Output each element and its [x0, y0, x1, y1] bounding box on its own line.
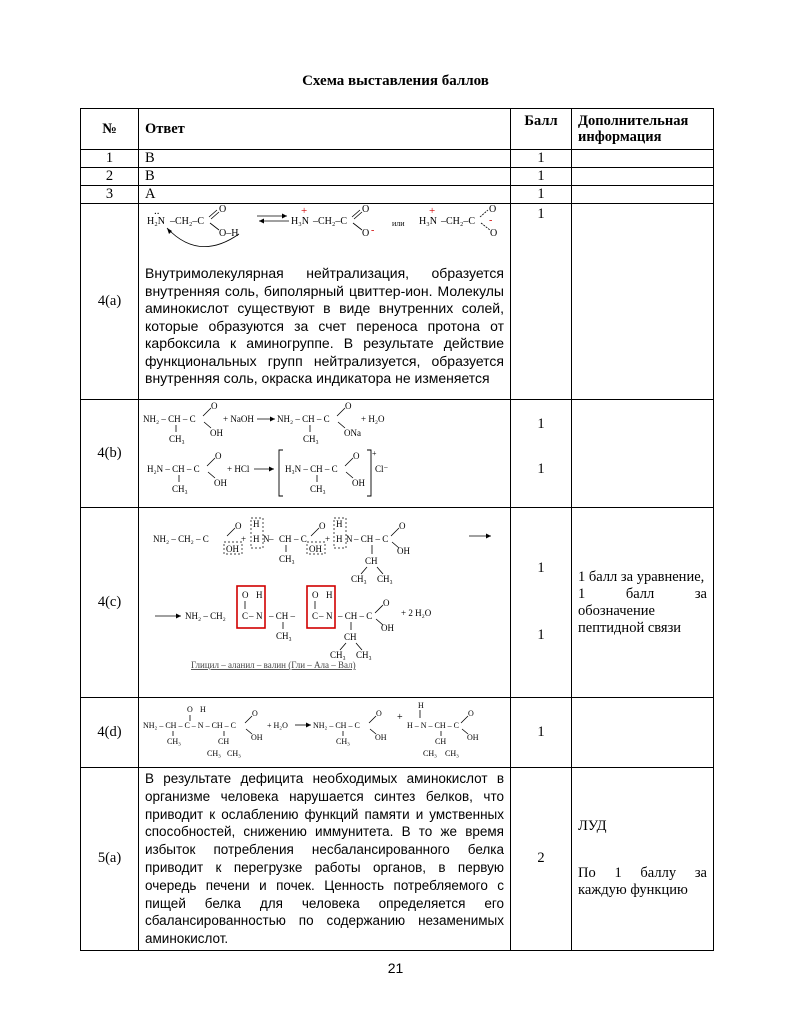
header-score: Балл: [511, 109, 572, 150]
svg-text:OH: OH: [381, 623, 394, 633]
svg-text:OH: OH: [397, 546, 410, 556]
svg-text:O: O: [399, 521, 406, 531]
svg-text:O: O: [312, 590, 319, 600]
page-number: 21: [387, 960, 404, 976]
svg-text:H₂N: H₂N: [147, 216, 165, 227]
svg-text:O: O: [319, 521, 326, 531]
alanine-reactions-formula: [139, 400, 509, 502]
header-num: №: [81, 109, 139, 150]
svg-text:O: O: [215, 451, 222, 461]
svg-text:C: C: [242, 611, 249, 621]
svg-text:NH₂ – CH – C: NH₂ – CH – C: [313, 721, 360, 730]
row-num: 4(а): [81, 204, 139, 400]
svg-text:H: H: [200, 705, 206, 714]
svg-text:H₂N – CH – C: H₂N – CH – C: [147, 464, 200, 474]
row-info: [572, 400, 714, 508]
svg-text:CH: CH: [435, 737, 447, 746]
row-answer: [139, 768, 511, 951]
row-num: 2: [81, 168, 139, 186]
row-num: 5(а): [81, 768, 139, 951]
svg-text:CH₃: CH₃: [167, 737, 181, 746]
svg-text:CH₃: CH₃: [423, 749, 437, 758]
scoring-table: [80, 108, 714, 951]
svg-text:H: H: [326, 590, 333, 600]
row-score: 1: [511, 698, 572, 768]
answer-text: В результате дефицита необходимых аминокислот в организме человека нарушается синтез белков, что приводит к ослаблению функций памяти и умственных способностей, снижению иммунитета. В то же время избыток потребления несбалансированного белка приводит к перегрузке работы органов, в первую очередь печени и почек. Ценность потребляемого с пищей белка для человека определяется его сбалансированностью по содержанию незаменимых аминокислот.: [145, 771, 504, 947]
svg-text:CH₃: CH₃: [276, 631, 292, 641]
row-score: 2: [511, 768, 572, 951]
svg-text:CH₃: CH₃: [310, 484, 326, 494]
svg-text:CH₃: CH₃: [351, 574, 367, 584]
svg-text:H₃N – CH – C: H₃N – CH – C: [285, 464, 338, 474]
row-score: 1: [511, 204, 572, 400]
svg-text:N: N: [346, 534, 353, 544]
tripeptide-caption: Глицил – аланил – валин (Гли – Ала – Вал): [191, 660, 356, 670]
svg-text:CH₃: CH₃: [336, 737, 350, 746]
row-answer: [139, 204, 511, 400]
svg-text:– CH – C: – CH – C: [354, 534, 389, 544]
svg-text:CH₃: CH₃: [207, 749, 221, 758]
svg-text:H₃N: H₃N: [419, 216, 437, 227]
svg-text:–: –: [249, 611, 254, 621]
svg-text:N: N: [256, 611, 263, 621]
zwitterion-equation-formula: [139, 204, 509, 260]
svg-text:OH: OH: [214, 478, 227, 488]
svg-text:+ H₂O: + H₂O: [361, 414, 385, 424]
svg-text:O: O: [362, 228, 370, 239]
svg-text:–: –: [319, 611, 324, 621]
row-info: [572, 150, 714, 168]
table-row-4b: [81, 400, 714, 508]
row-score: 1: [537, 627, 545, 643]
info-line: 1 балл за уравнение,: [578, 568, 705, 585]
svg-text:CH: CH: [279, 534, 292, 544]
svg-text:H: H: [253, 534, 260, 544]
row-info: [572, 168, 714, 186]
svg-text:O: O: [468, 709, 474, 718]
row-answer: [139, 508, 511, 698]
svg-text:O: O: [252, 709, 258, 718]
row-num: 4(c): [81, 508, 139, 698]
svg-text:O: O: [345, 401, 352, 411]
svg-text:OH: OH: [375, 733, 387, 742]
svg-text:Cl⁻: Cl⁻: [375, 464, 389, 474]
svg-text:+: +: [301, 205, 308, 217]
svg-text:NH₂ – CH₂: NH₂ – CH₂: [185, 611, 226, 621]
svg-text:NH₂ – CH – C: NH₂ – CH – C: [143, 414, 196, 424]
svg-text:+: +: [372, 449, 377, 458]
svg-text:CH₃: CH₃: [330, 650, 346, 660]
header-info: Дополнительная информация: [572, 109, 714, 150]
svg-text:C: C: [312, 611, 319, 621]
svg-text:+ NaOH: + NaOH: [223, 414, 254, 424]
svg-text:O–H: O–H: [219, 228, 239, 239]
row-score: 1: [537, 560, 545, 576]
svg-text:O: O: [376, 709, 382, 718]
svg-text:H: H: [418, 701, 424, 710]
row-num: 4(d): [81, 698, 139, 768]
svg-text:H: H: [253, 519, 260, 529]
table-row: [81, 168, 714, 186]
svg-text:O: O: [211, 401, 218, 411]
svg-text:CH₃: CH₃: [445, 749, 459, 758]
svg-text:OH: OH: [210, 428, 223, 438]
svg-text:+: +: [241, 534, 247, 544]
row-info: [572, 698, 714, 768]
svg-text:CH₃: CH₃: [169, 434, 185, 444]
svg-text:H – N – CH – C: H – N – CH – C: [407, 721, 460, 730]
svg-text:ONa: ONa: [344, 428, 361, 438]
table-row-4d: [81, 698, 714, 768]
svg-text:NH₂ – CH – C – N – CH – C: NH₂ – CH – C – N – CH – C: [143, 721, 237, 730]
answer-text: Внутримолекулярная нейтрализация, образуется внутренняя соль, биполярный цвиттер-ион. Молекулы аминокислот существуют в виде внутренних солей, которые образуются за счет переноса протона от карбоксила к аминогруппе. В результате действие функциональных групп нейтрализуется, образуется внутренняя соль, окраска индикатора не изменяется: [145, 265, 504, 386]
svg-text:или: или: [392, 219, 405, 228]
svg-text:OH: OH: [309, 544, 322, 554]
svg-text:H₃N: H₃N: [291, 216, 309, 227]
row-answer: А: [139, 186, 511, 204]
svg-text:–CH₂–C: –CH₂–C: [170, 216, 205, 227]
svg-text:+ HCl: + HCl: [227, 464, 250, 474]
info-text: По 1 баллу за каждую функцию: [578, 865, 707, 898]
svg-text:+: +: [397, 712, 403, 723]
row-score: 1: [511, 150, 572, 168]
svg-text:NH₂ – CH₂ – C: NH₂ – CH₂ – C: [153, 534, 209, 544]
svg-text:O: O: [353, 451, 360, 461]
svg-text:CH: CH: [365, 556, 378, 566]
svg-text:H: H: [336, 519, 343, 529]
svg-text:H: H: [256, 590, 263, 600]
table-row: [81, 186, 714, 204]
svg-text:+ H₂O: + H₂O: [267, 721, 288, 730]
svg-text:H: H: [336, 534, 343, 544]
svg-text:O: O: [219, 204, 227, 215]
svg-text:OH: OH: [226, 544, 239, 554]
svg-text:CH₃: CH₃: [377, 574, 393, 584]
svg-text:CH: CH: [218, 737, 230, 746]
row-score: 1: [537, 461, 545, 477]
row-info: [572, 186, 714, 204]
svg-text:–CH₂–C: –CH₂–C: [441, 216, 476, 227]
table-row-5a: [81, 768, 714, 951]
tripeptide-equation-formula: [139, 508, 509, 692]
svg-text:– CH – C: – CH – C: [338, 611, 373, 621]
svg-text:NH₂ – CH – C: NH₂ – CH – C: [277, 414, 330, 424]
svg-text:O: O: [489, 204, 497, 215]
svg-text:OH: OH: [251, 733, 263, 742]
row-score-cell: [511, 400, 572, 508]
table-row-4c: [81, 508, 714, 698]
svg-text:O: O: [490, 228, 498, 239]
svg-text:N: N: [263, 534, 270, 544]
svg-text:+: +: [325, 534, 331, 544]
svg-text:– CH –: – CH –: [269, 611, 296, 621]
info-line: 1 балл за обозначение пептидной связи: [578, 585, 707, 636]
page-title: Схема выставления баллов: [302, 73, 489, 89]
svg-text:CH₃: CH₃: [172, 484, 188, 494]
row-answer: [139, 698, 511, 768]
svg-text:–: –: [269, 534, 274, 544]
svg-text:..: ..: [154, 205, 160, 217]
svg-text:N: N: [326, 611, 333, 621]
row-score: 1: [537, 416, 545, 432]
svg-text:OH: OH: [352, 478, 365, 488]
svg-text:OH: OH: [467, 733, 479, 742]
table-row: [81, 150, 714, 168]
svg-text:– C: – C: [294, 534, 307, 544]
dipeptide-hydrolysis-formula: [139, 698, 509, 762]
svg-text:O: O: [187, 705, 193, 714]
row-answer: В: [139, 150, 511, 168]
row-num: 4(b): [81, 400, 139, 508]
header-answer: Ответ: [139, 109, 511, 150]
svg-text:CH₃: CH₃: [279, 554, 295, 564]
row-score: 1: [511, 186, 572, 204]
svg-text:CH₃: CH₃: [227, 749, 241, 758]
svg-text:O: O: [242, 590, 249, 600]
info-tag: ЛУД: [578, 818, 607, 834]
svg-text:O: O: [235, 521, 242, 531]
row-num: 1: [81, 150, 139, 168]
row-score-cell: [511, 508, 572, 698]
svg-text:O: O: [383, 598, 390, 608]
row-answer: [139, 400, 511, 508]
row-info: [572, 508, 714, 698]
row-info: [572, 204, 714, 400]
row-num: 3: [81, 186, 139, 204]
svg-text:-: -: [489, 215, 493, 226]
svg-text:-: -: [371, 225, 375, 236]
svg-text:+: +: [429, 205, 436, 217]
svg-text:CH₃: CH₃: [356, 650, 372, 660]
svg-text:–CH₂–C: –CH₂–C: [313, 216, 348, 227]
table-header-row: [81, 109, 714, 150]
row-info: [572, 768, 714, 951]
svg-text:+ 2 H₂O: + 2 H₂O: [401, 608, 432, 618]
svg-text:CH₃: CH₃: [303, 434, 319, 444]
svg-text:CH: CH: [344, 632, 357, 642]
row-answer: В: [139, 168, 511, 186]
svg-text:O: O: [362, 204, 370, 215]
table-row-4a: [81, 204, 714, 400]
row-score: 1: [511, 168, 572, 186]
